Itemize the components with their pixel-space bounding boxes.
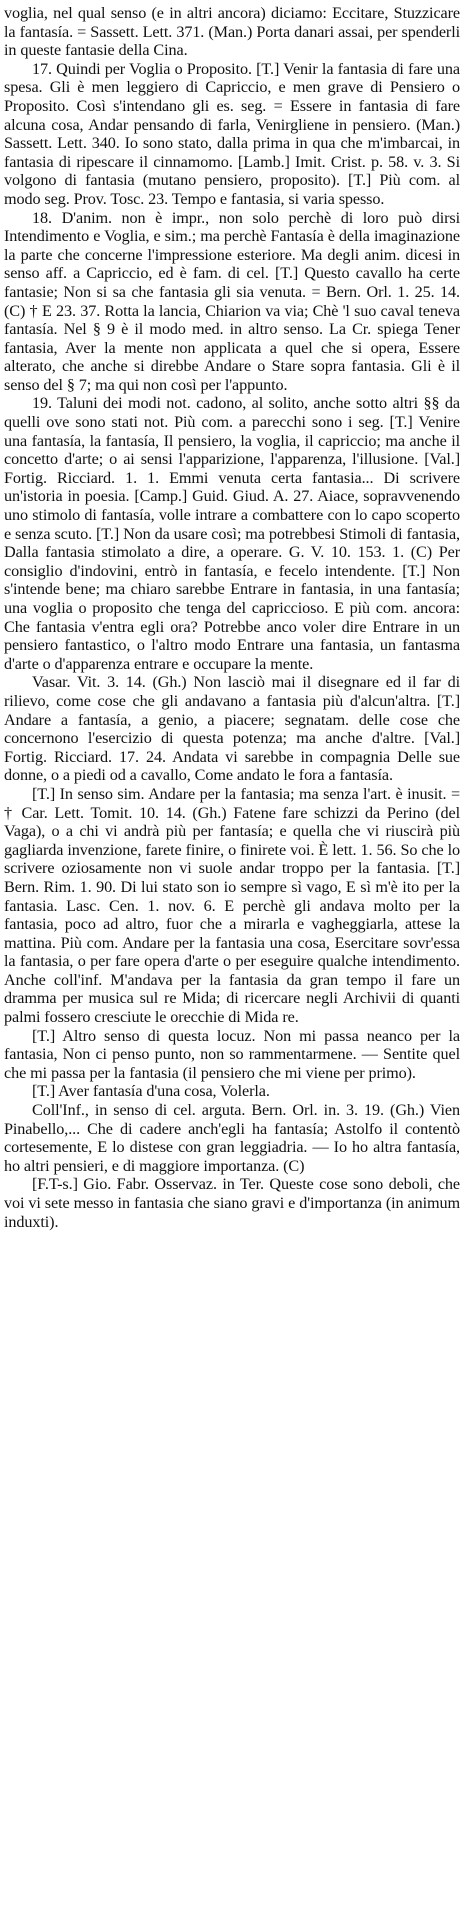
section-17-paragraph: 17. Quindi per Voglia o Proposito. [T.] Venir la fantasia di fare una spesa. Gli è men leggiero di Capriccio, e men grave di Pensiero o Proposito. Così s'intendano gli es. seg. = Essere in fantasia di fare alcuna cosa, Andar pensando di farla, Venirgliene in pensiero. (Man.) Sassett. Lett. 340. Io sono stato, dalla prima in qua che m'imbarcai, in fantasia di ripescare il cinnamomo. [Lamb.] Imit. Crist. p. 58. v. 3. Si volgono di fantasia (mutano pensiero, proposito). [T.] Più com. al modo seg. Prov. Tosc. 23. Tempo e fantasia, si varia spesso. xyxy=(4,59,460,208)
andare-per-la-fantasia-paragraph: [T.] In senso sim. Andare per la fantasia; ma senza l'art. è inusit. = † Car. Lett. Tomit. 10. 14. (Gh.) Fatene fare schizzi da Perino (del Vaga), o a chi vi andrà più per fantasía; e quella che vi riuscirà più gagliarda invenzione, farete finire, o finirete voi. È lett. 1. 56. So che lo scrivere oziosamente non vi suole andar troppo per la fantasia. [T.] Bern. Rim. 1. 90. Di lui stato son io sempre sì vago, E sì m'è ito per la fantasia. Lasc. Cen. 1. nov. 6. E perchè gli andava molto per la fantasia, poco ad altro, fuor che a mirarla e vagheggiarla, attese la mattina. Più com. Andare per la fantasia una cosa, Esercitare sovr'essa la fantasia, o per fare opera d'arte o per eseguire qualche intendimento. Anche coll'inf. M'andava per la fantasia da gran tempo il fare un dramma per musica sul re Mida; di ricercare negli Archivii di quanti palmi fossero cresciute le orecchie di Mida re. xyxy=(4,784,460,1027)
aver-fantasia-paragraph: [T.] Aver fantasía d'una cosa, Volerla. xyxy=(32,1082,270,1101)
section-18-paragraph: 18. D'anim. non è impr., non solo perchè di loro può dirsi Intendimento e Voglia, e sim.; ma perchè Fantasía è della imaginazione la parte che concerne l'impressione esteriore. Ma degli anim. dicesi in senso aff. a Capriccio, ed è fam. di cel. [T.] Questo cavallo ha certe fantasie; Non si sa che fantasia gli sia venuta. = Bern. Orl. 1. 25. 14. (C) † E 23. 37. Rotta la lancia, Chiarion va via; Chè 'l suo caval teneva fantasía. Nel § 9 è il modo med. in altro senso. La Cr. spiega Tener fantasia, Aver la mente non applicata a quel che si opera, Essere alterato, che anche si direbbe Andare o Stare sopra fantasia. Gli è il senso del § 7; ma qui non così per l'appunto. xyxy=(4,208,460,394)
dictionary-column xyxy=(4,0,460,1231)
fabr-osservaz-paragraph: [F.T-s.] Gio. Fabr. Osservaz. in Ter. Queste cose sono deboli, che voi vi sete messo in fantasia che siano gravi e d'importanza (in animum induxti). xyxy=(4,1175,460,1231)
coll-inf-paragraph: Coll'Inf., in senso di cel. arguta. Bern. Orl. in. 3. 19. (Gh.) Vien Pinabello,... Che di cadere anch'egli ha fantasía; Astolfo il contentò cortesemente, E lo distese con gran leggiadria. — Io ho altra fantasía, ho altri pensieri, e di maggiore importanza. (C) xyxy=(4,1101,460,1175)
entry-continuation-paragraph: voglia, nel qual senso (e in altri ancora) diciamo: Eccitare, Stuzzicare la fantasía. = Sassett. Lett. 371. (Man.) Porta danari assai, per spenderli in queste fantasie della Cina. xyxy=(4,4,460,60)
altro-senso-paragraph: [T.] Altro senso di questa locuz. Non mi passa neanco per la fantasia, Non ci penso punto, non so rammentarmene. — Sentite quel che mi passa per la fantasia (il pensiero che mi viene per primo). xyxy=(4,1026,460,1082)
vasari-paragraph: Vasar. Vit. 3. 14. (Gh.) Non lasciò mai il disegnare ed il far di rilievo, come cose che gli andavano a fantasia più d'alcun'altra. [T.] Andare a fantasía, a genio, a piacere; segnatam. delle cose che concernono l'esercizio di questa potenza; ma anche d'altre. [Val.] Fortig. Ricciard. 17. 24. Andata vi sarebbe in compagnia Delle sue donne, o a piedi od a cavallo, Come andato le fora a fantasía. xyxy=(4,673,460,785)
section-19-paragraph: 19. Taluni dei modi not. cadono, al solito, anche sotto altri §§ da quelli ove sono stati not. Più com. a parecchi sono i seg. [T.] Venire una fantasía, la fantasía, Il pensiero, la voglia, il capriccio; ma anche il concetto d'arte; o ai sensi l'apparizione, l'apparenza, l'illusione. [Val.] Fortig. Ricciard. 1. 1. Emmi venuta certa fantasia... Di scrivere un'istoria in poesia. [Camp.] Guid. Giud. A. 27. Aiace, sopravvenendo uno stimolo di fantasía, volle intrare a combattere con lo capo scoperto e senza scuto. [T.] Non da usare così; ma potrebbesi Stimoli di fantasia, Dalla fantasia stimolato a dire, a operare. G. V. 10. 153. 1. (C) Per consiglio d'indovini, entrò in fantasía, e fecelo intendente. [T.] Non s'intende bene; ma chiaro sarebbe Entrare in fantasia, in una fantasía; una voglia o proposito che tenga del capriccioso. E più com. ancora: Che fantasia v'entra egli ora? Potrebbe anco voler dire Entrare in un pensiero fantastico, o l'altro modo Entrare una fantasia, un fantasma d'arte o d'apparenza entrare e occupare la mente. xyxy=(4,394,460,673)
